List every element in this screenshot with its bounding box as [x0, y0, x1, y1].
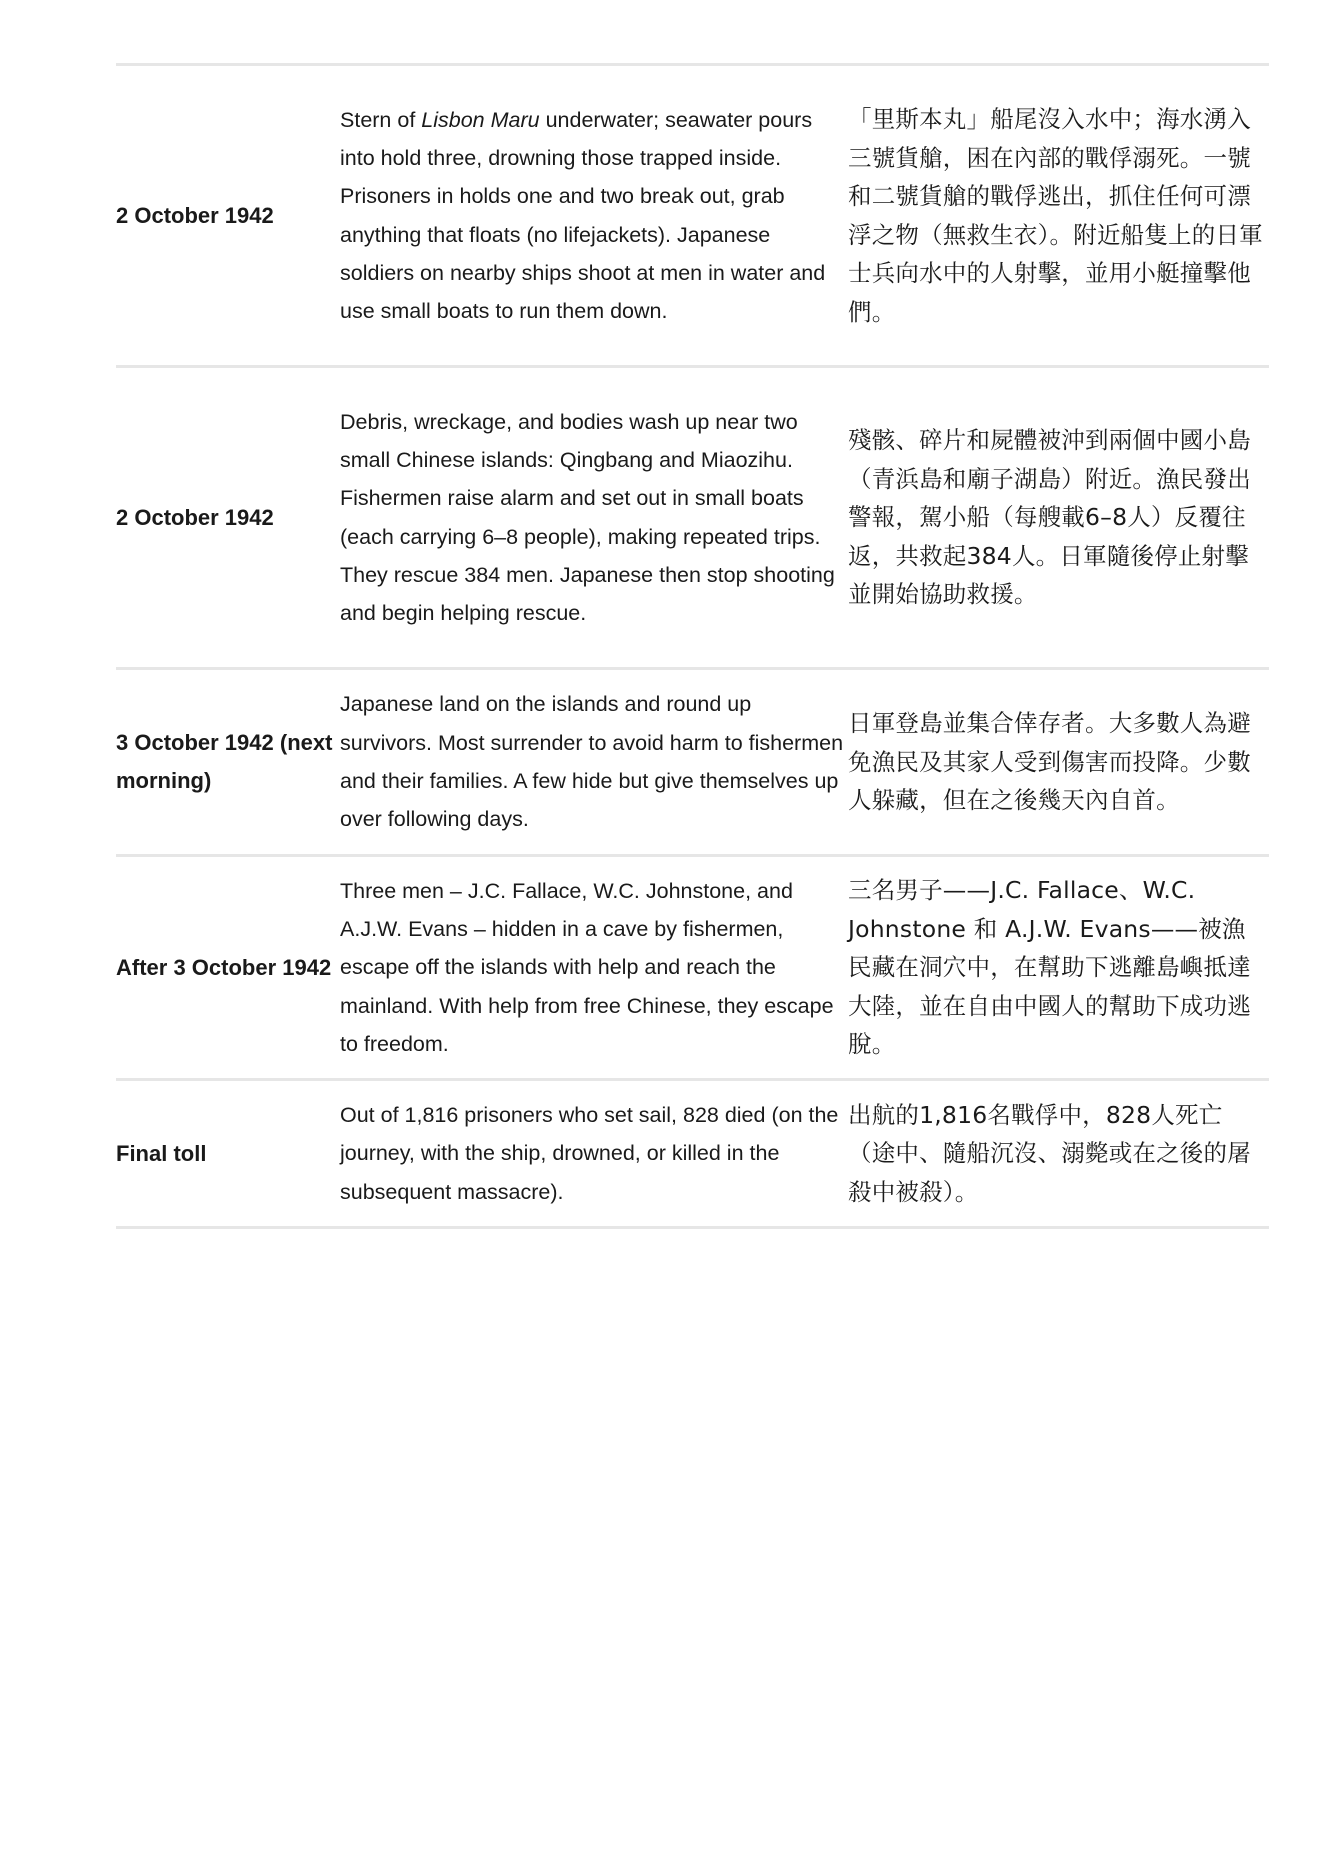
- date-cell: 2 October 1942: [116, 504, 274, 530]
- date-cell: 3 October 1942 (next morning): [116, 730, 333, 793]
- ship-name-italic: Lisbon Maru: [421, 107, 540, 132]
- chinese-description-cell: [848, 65, 1269, 367]
- date-cell: 2 October 1942: [116, 202, 274, 228]
- chinese-text: 三名男子——J.C. Fallace、W.C. Johnstone 和 A.J.W. Evans——被漁民藏在洞穴中，在幫助下逃離島嶼抵達大陸，並在自由中國人的幫助下成功逃脫。: [848, 876, 1251, 1059]
- english-description-cell: Out of 1,816 prisoners who set sail, 828 died (on the journey, with the ship, drowned, or killed in the subsequent massacre).: [340, 1103, 839, 1204]
- table-row: [116, 65, 1269, 367]
- english-description-cell: Japanese land on the islands and round up survivors. Most surrender to avoid harm to fishermen and their families. A few hide but give themselves up over following days.: [340, 692, 844, 832]
- chinese-description-cell: [848, 856, 1269, 1080]
- date-cell: Final toll: [116, 1140, 207, 1166]
- chinese-text: 「里斯本丸」船尾沒入水中；海水湧入三號貨艙，困在內部的戰俘溺死。一號和二號貨艙的戰俘逃出，抓住任何可漂浮之物（無救生衣）。附近船隻上的日軍士兵向水中的人射擊，並用小艇撞擊他們。: [848, 105, 1263, 326]
- table-row: [116, 669, 1269, 856]
- english-description-cell: [340, 65, 848, 367]
- table-row: [116, 856, 1269, 1080]
- timeline-table: [116, 63, 1269, 1229]
- table-row: [116, 1080, 1269, 1228]
- table-row: [116, 367, 1269, 669]
- document-page: [116, 63, 1269, 1229]
- chinese-description-cell: [848, 1080, 1269, 1228]
- chinese-text: 出航的1,816名戰俘中，828人死亡（途中、隨船沉沒、溺斃或在之後的屠殺中被殺）。: [848, 1100, 1251, 1206]
- chinese-description-cell: [848, 669, 1269, 856]
- english-description-cell: Debris, wreckage, and bodies wash up near two small Chinese islands: Qingbang and Miaozihu. Fishermen raise alarm and set out in small boats (each carrying 6–8 people), making repeated trips. They rescue 384 men. Japanese then stop shooting and begin helping rescue.: [340, 409, 835, 626]
- english-text-prefix: Stern of: [340, 107, 422, 132]
- chinese-description-cell: [848, 367, 1269, 669]
- chinese-text: 殘骸、碎片和屍體被沖到兩個中國小島（青浜島和廟子湖島）附近。漁民發出警報，駕小船（每艘載6–8人）反覆往返，共救起384人。日軍隨後停止射擊並開始協助救援。: [848, 426, 1251, 609]
- chinese-text: 日軍登島並集合倖存者。大多數人為避免漁民及其家人受到傷害而投降。少數人躲藏，但在之後幾天內自首。: [848, 709, 1251, 815]
- date-cell: After 3 October 1942: [116, 954, 332, 980]
- english-description-cell: Three men – J.C. Fallace, W.C. Johnstone, and A.J.W. Evans – hidden in a cave by fishermen, escape off the islands with help and reach the mainland. With help from free Chinese, they escape to freedom.: [340, 878, 834, 1056]
- english-text: underwater; seawater pours into hold three, drowning those trapped inside. Prisoners in holds one and two break out, grab anything that floats (no lifejackets). Japanese soldiers on nearby ships shoot at men in water and use small boats to run them down.: [340, 107, 826, 324]
